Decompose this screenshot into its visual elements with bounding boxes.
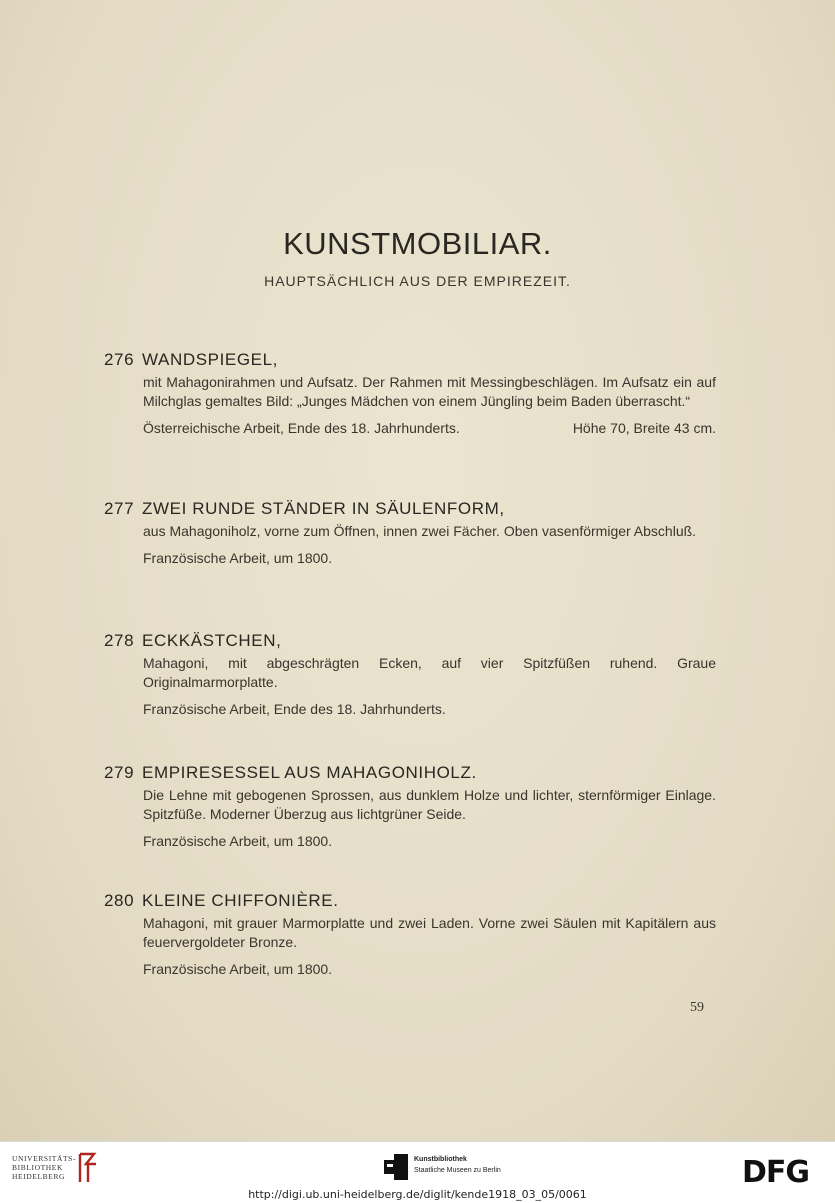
entry-origin: Französische Arbeit, um 1800. [143, 833, 333, 849]
catalog-entry [104, 349, 716, 438]
entry-dimensions: Höhe 70, Breite 43 cm. [572, 420, 716, 436]
page-url[interactable]: http://digi.ub.uni-heidelberg.de/diglit/kende1918_03_05/0061 [248, 1188, 587, 1201]
page-title: KUNSTMOBILIAR. [283, 226, 552, 261]
catalog-entry [104, 630, 716, 719]
entry-origin: Französische Arbeit, um 1800. [143, 961, 333, 977]
university-seal-icon [76, 1150, 100, 1186]
entry-description: aus Mahagoniholz, vorne zum Öffnen, innen zwei Fächer. Oben vasenförmiger Abschluß. [143, 523, 697, 539]
entry-number: 279 [104, 763, 135, 782]
entry-number: 280 [104, 891, 135, 910]
catalog-entry [104, 498, 716, 568]
dfg-logo[interactable]: DFG [742, 1155, 810, 1190]
entry-heading: KLEINE CHIFFONIÈRE. [142, 891, 339, 910]
entry-number: 278 [104, 631, 135, 650]
entry-heading: ECKKÄSTCHEN, [142, 631, 282, 650]
entry-origin: Französische Arbeit, Ende des 18. Jahrhunderts. [143, 701, 446, 717]
university-library-logo[interactable]: UNIVERSITÄTS- BIBLIOTHEK HEIDELBERG [12, 1154, 77, 1181]
catalog-entry [104, 762, 716, 851]
page-subtitle: HAUPTSÄCHLICH AUS DER EMPIREZEIT. [264, 273, 571, 289]
entry-description: Mahagoni, mit abgeschrägten Ecken, auf vier Spitzfüßen ruhend. Graue Originalmarmorplatte. [143, 655, 716, 690]
entry-heading: EMPIRESESSEL AUS MAHAGONIHOLZ. [142, 763, 477, 782]
entry-description: mit Mahagonirahmen und Aufsatz. Der Rahmen mit Messingbeschlägen. Im Aufsatz ein auf Milchglas gemaltes Bild: „Junges Mädchen von einem Jüngling beim Baden überrascht.“ [143, 374, 716, 409]
entry-number: 276 [104, 350, 135, 369]
entry-origin: Österreichische Arbeit, Ende des 18. Jahrhunderts. [143, 420, 460, 436]
page-number: 59 [690, 1000, 704, 1015]
entry-description: Die Lehne mit gebogenen Sprossen, aus dunklem Holze und lichter, sternförmiger Einlage. Spitzfüße. Moderner Überzug aus lichtgrüner Seide. [143, 787, 716, 822]
entry-origin: Französische Arbeit, um 1800. [143, 550, 333, 566]
kunstbibliothek-logo-icon[interactable] [384, 1154, 408, 1180]
entry-heading: ZWEI RUNDE STÄNDER IN SÄULENFORM, [142, 499, 505, 518]
entry-description: Mahagoni, mit grauer Marmorplatte und zwei Laden. Vorne zwei Säulen mit Kapitälern aus feuervergoldeter Bronze. [143, 915, 716, 950]
kunstbibliothek-label: Kunstbibliothek Staatliche Museen zu Berlin [414, 1156, 501, 1174]
entry-heading: WANDSPIEGEL, [142, 350, 278, 369]
catalog-entry [104, 890, 716, 979]
entry-number: 277 [104, 499, 135, 518]
